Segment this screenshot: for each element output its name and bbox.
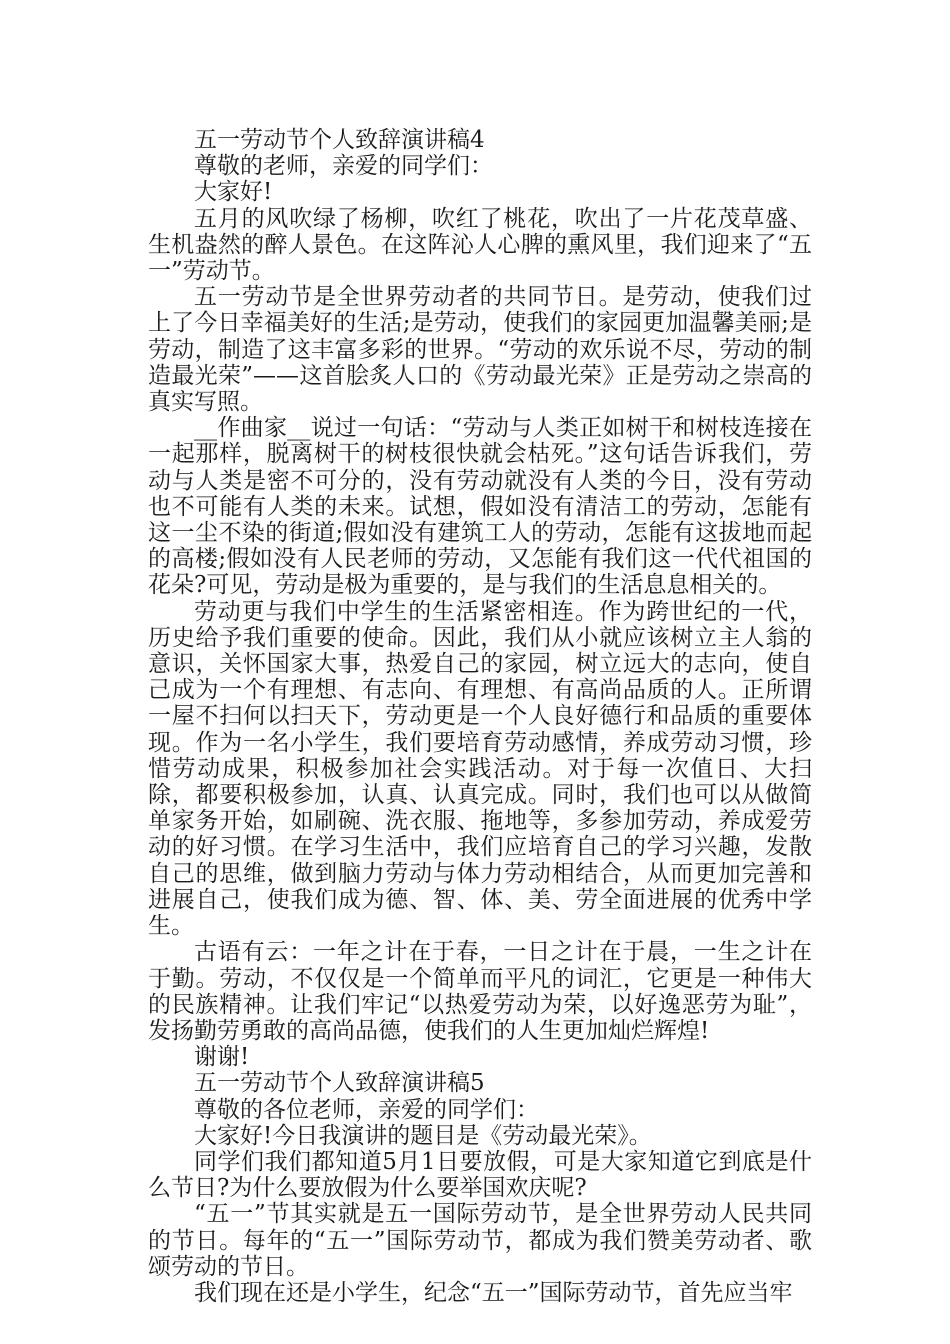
greeting: 大家好! bbox=[194, 179, 273, 206]
greeting: 大家好!今日我演讲的题目是《劳动最光荣》。 bbox=[194, 1122, 652, 1149]
salutation: 尊敬的各位老师，亲爱的同学们： bbox=[194, 1096, 539, 1123]
body-paragraph: 劳动更与我们中学生的生活紧密相连。作为跨世纪的一代，历史给予我们重要的使命。因此，我们从小就应该树立主人翁的意识，关怀国家大事，热爱自己的家园，树立远大的志向，使自己成为一个有理想、有志向、有理想、有高尚品质的人。正所谓一屋不扫何以扫天下，劳动更是一个人良好德行和品质的重要体现。作为一名小学生，我们要培育劳动感情，养成劳动习惯，珍惜劳动成果，积极参加社会实践活动。对于每一次值日、大扫除，都要积极参加，认真、认真完成。同时，我们也可以从做简单家务开始，如刷碗、洗衣服、拖地等，多参加劳动，养成爱劳动的好习惯。在学习生活中，我们应培育自己的学习兴趣，发散自己的思维，做到脑力劳动与体力劳动相结合，从而更加完善和进展自己，使我们成为德、智、体、美、劳全面进展的优秀中学生。 bbox=[148, 598, 812, 940]
body-paragraph: 同学们我们都知道5月1日要放假，可是大家知道它到底是什么节日?为什么要放假为什么要举国欢庆呢? bbox=[148, 1148, 812, 1202]
closing-thanks: 谢谢! bbox=[194, 1044, 250, 1071]
body-paragraph: 古语有云：一年之计在于春，一日之计在于晨，一生之计在于勤。劳动，不仅仅是一个简单而平凡的词汇，它更是一种伟大的民族精神。让我们牢记“以热爱劳动为荣，以好逸恶劳为耻”，发扬勤劳勇敢的高尚品德，使我们的人生更加灿烂辉煌! bbox=[148, 939, 812, 1044]
body-paragraph: __作曲家__说过一句话：“劳动与人类正如树干和树枝连接在一起那样，脱离树干的树枝很快就会枯死。”这句话告诉我们，劳动与人类是密不可分的，没有劳动就没有人类的今日，没有劳动也不可能有人类的未来。试想，假如没有清洁工的劳动，怎能有这一尘不染的街道;假如没有建筑工人的劳动，怎能有这拔地而起的高楼;假如没有人民老师的劳动，又怎能有我们这一代代祖国的花朵?可见，劳动是极为重要的，是与我们的生活息息相关的。 bbox=[148, 415, 812, 599]
document-body bbox=[148, 127, 812, 1306]
heading-speech-5: 五一劳动节个人致辞演讲稿5 bbox=[194, 1070, 485, 1097]
body-paragraph: 五月的风吹绿了杨柳，吹红了桃花，吹出了一片花茂草盛、生机盎然的醉人景色。在这阵沁人心脾的熏风里，我们迎来了“五一”劳动节。 bbox=[148, 205, 812, 285]
salutation: 尊敬的老师，亲爱的同学们： bbox=[194, 153, 493, 180]
heading-speech-4: 五一劳动节个人致辞演讲稿4 bbox=[194, 127, 485, 153]
body-paragraph: “五一”节其实就是五一国际劳动节，是全世界劳动人民共同的节日。每年的“五一”国际劳动节，都成为我们赞美劳动者、歌颂劳动的节日。 bbox=[148, 1201, 812, 1280]
body-paragraph: 五一劳动节是全世界劳动者的共同节日。是劳动，使我们过上了今日幸福美好的生活;是劳动，使我们的家园更加温馨美丽;是劳动，制造了这丰富多彩的世界。“劳动的欢乐说不尽，劳动的制造最光荣”——这首脍炙人口的《劳动最光荣》正是劳动之崇高的真实写照。 bbox=[148, 284, 812, 416]
body-paragraph: 我们现在还是小学生，纪念“五一”国际劳动节，首先应当牢 bbox=[194, 1279, 793, 1306]
